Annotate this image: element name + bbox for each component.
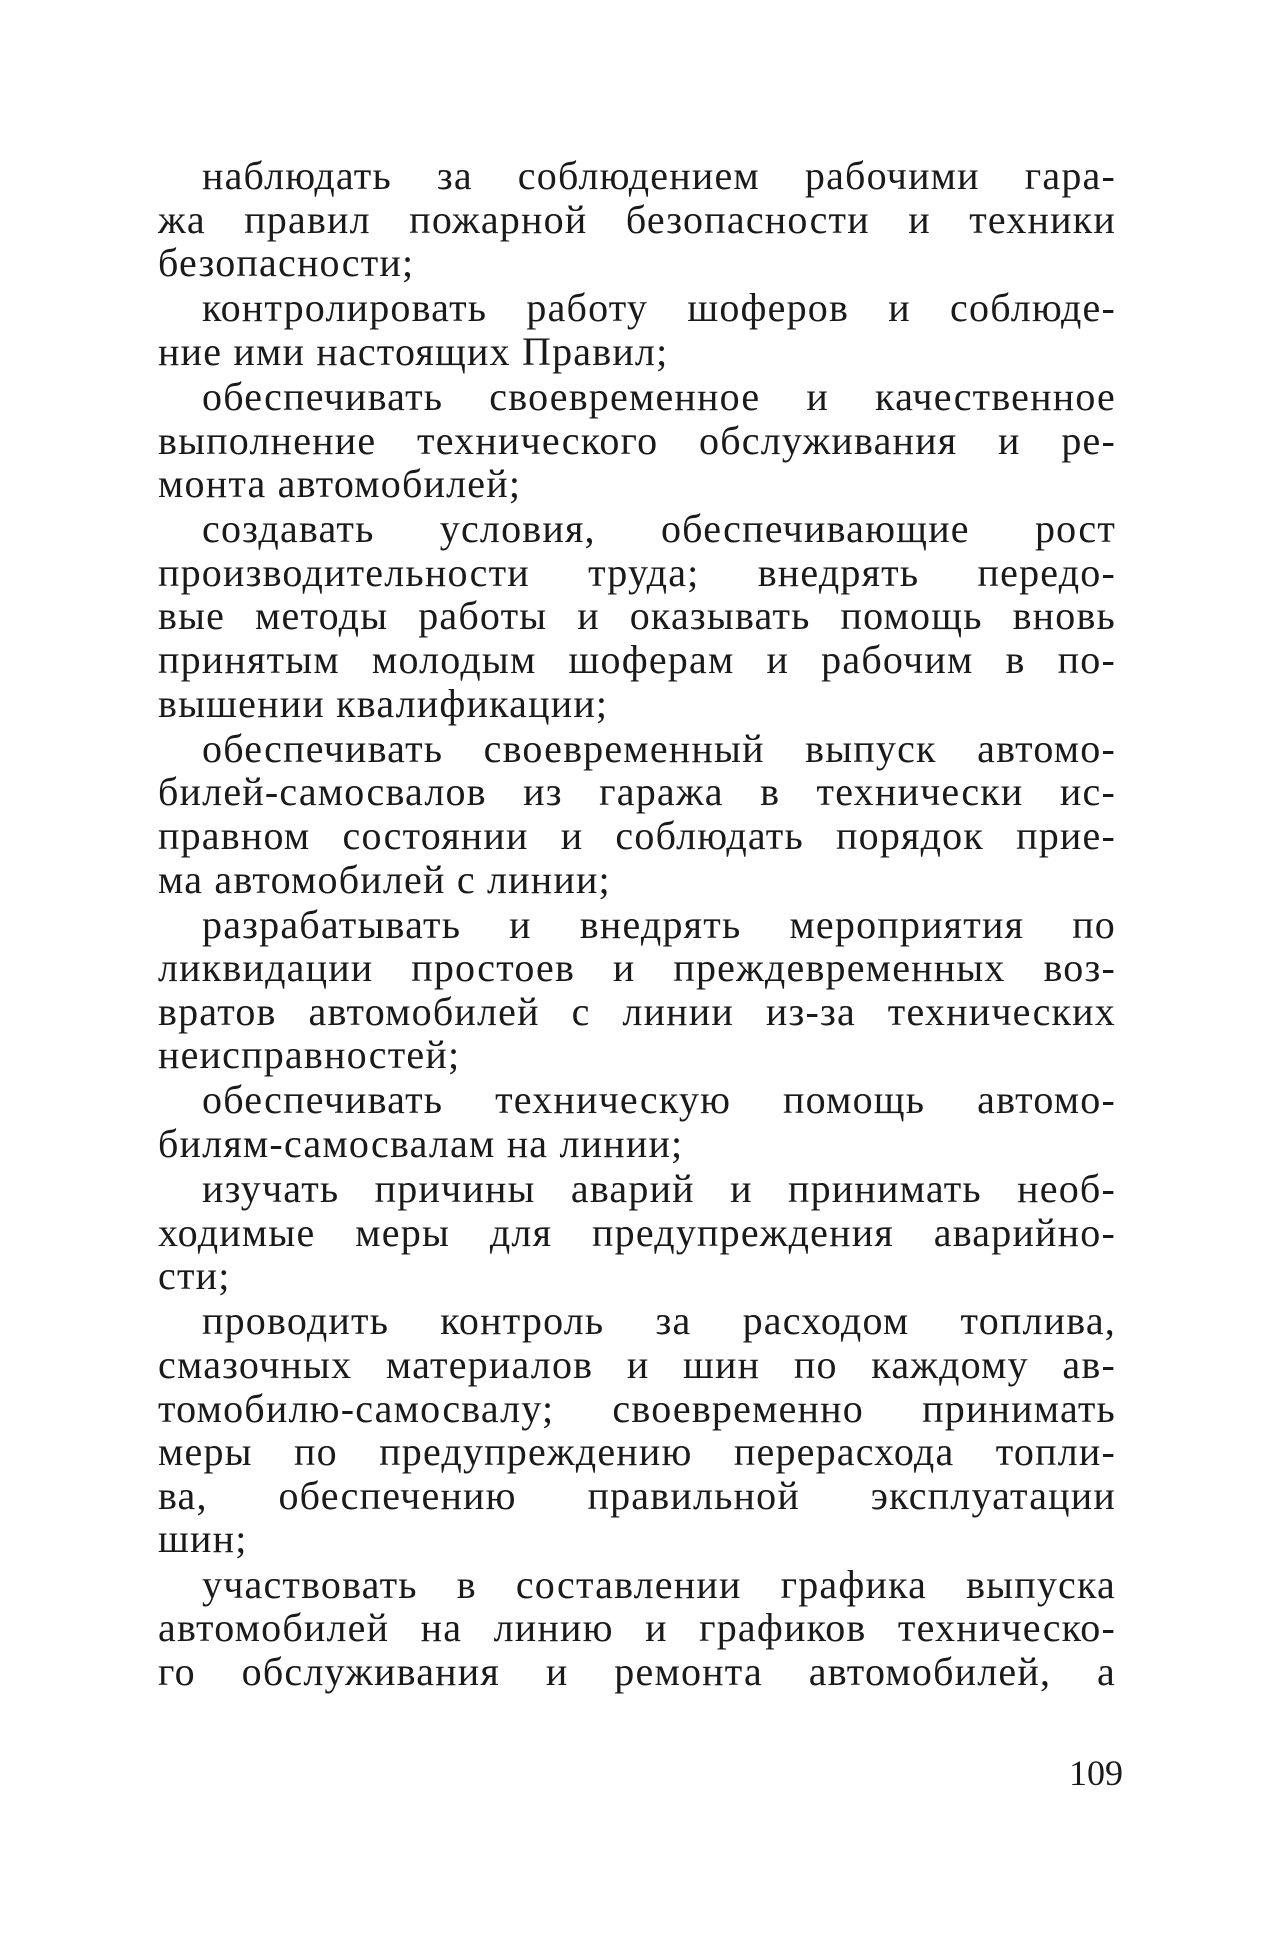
paragraph — [158, 286, 1116, 373]
text-line: участвовать в составлении графика выпуска — [202, 1561, 1116, 1607]
text-line: обеспечивать техническую помощь автомо- — [202, 1077, 1116, 1123]
text-line: создавать условия, обеспечивающие рост — [202, 506, 1116, 552]
text-line: вратов автомобилей с линии из-за технических — [158, 988, 1116, 1034]
text-line: обеспечивать своевременный выпуск автомо- — [202, 725, 1116, 771]
page-number: 109 — [1069, 1753, 1123, 1793]
text-line: жа правил пожарной безопасности и техники — [158, 196, 1116, 242]
text-line: го обслуживания и ремонта автомобилей, а — [158, 1648, 1116, 1694]
paragraph — [158, 903, 1116, 1077]
text-line: ликвидации простоев и преждевременных воз- — [158, 945, 1116, 991]
paragraph — [158, 375, 1116, 506]
text-line: выполнение технического обслуживания и ре- — [158, 417, 1116, 463]
paragraph — [158, 1167, 1116, 1298]
text-line: наблюдать за соблюдением рабочими гара- — [202, 153, 1116, 198]
text-line: ва, обеспечению правильной эксплуатации — [158, 1472, 1116, 1518]
text-line: правном состоянии и соблюдать порядок прие- — [158, 812, 1116, 858]
text-line: ма автомобилей с линии; — [158, 856, 611, 902]
text-line: вые методы работы и оказывать помощь вновь — [158, 593, 1116, 639]
text-line: монта автомобилей; — [158, 461, 522, 507]
paragraph — [158, 154, 1116, 285]
paragraph — [158, 507, 1116, 725]
text-line: контролировать работу шоферов и соблюде- — [202, 285, 1116, 331]
paragraph — [158, 727, 1116, 901]
text-line: смазочных материалов и шин по каждому ав- — [158, 1342, 1116, 1388]
text-line: меры по предупреждению перерасхода топли- — [158, 1429, 1116, 1475]
paragraph — [158, 1299, 1116, 1561]
text-line: изучать причины аварий и принимать необ- — [202, 1166, 1116, 1212]
text-line: безопасности; — [158, 240, 415, 286]
text-line: принятым молодым шоферам и рабочим в по- — [158, 637, 1116, 683]
text-line: неисправностей; — [158, 1032, 461, 1078]
paragraph — [158, 1563, 1116, 1694]
text-line: шин; — [158, 1516, 248, 1562]
paragraph — [158, 1078, 1116, 1165]
text-line: ние ими настоящих Правил; — [158, 328, 669, 374]
text-line: билям-самосвалам на линии; — [158, 1121, 684, 1167]
text-line: томобилю-самосвалу; своевременно принимать — [158, 1385, 1116, 1431]
page-text-block — [158, 154, 1116, 1695]
text-line: проводить контроль за расходом топлива, — [202, 1298, 1116, 1344]
text-line: производительности труда; внедрять передо- — [158, 549, 1116, 595]
text-line: вышении квалификации; — [158, 680, 609, 726]
text-line: разрабатывать и внедрять мероприятия по — [202, 901, 1116, 947]
text-line: сти; — [158, 1253, 231, 1299]
text-line: обеспечивать своевременное и качественное — [202, 373, 1116, 419]
text-line: ходимые меры для предупреждения аварийно- — [158, 1209, 1116, 1255]
text-line: билей-самосвалов из гаража в технически ис- — [158, 769, 1116, 815]
text-line: автомобилей на линию и графиков техническо- — [158, 1605, 1116, 1651]
